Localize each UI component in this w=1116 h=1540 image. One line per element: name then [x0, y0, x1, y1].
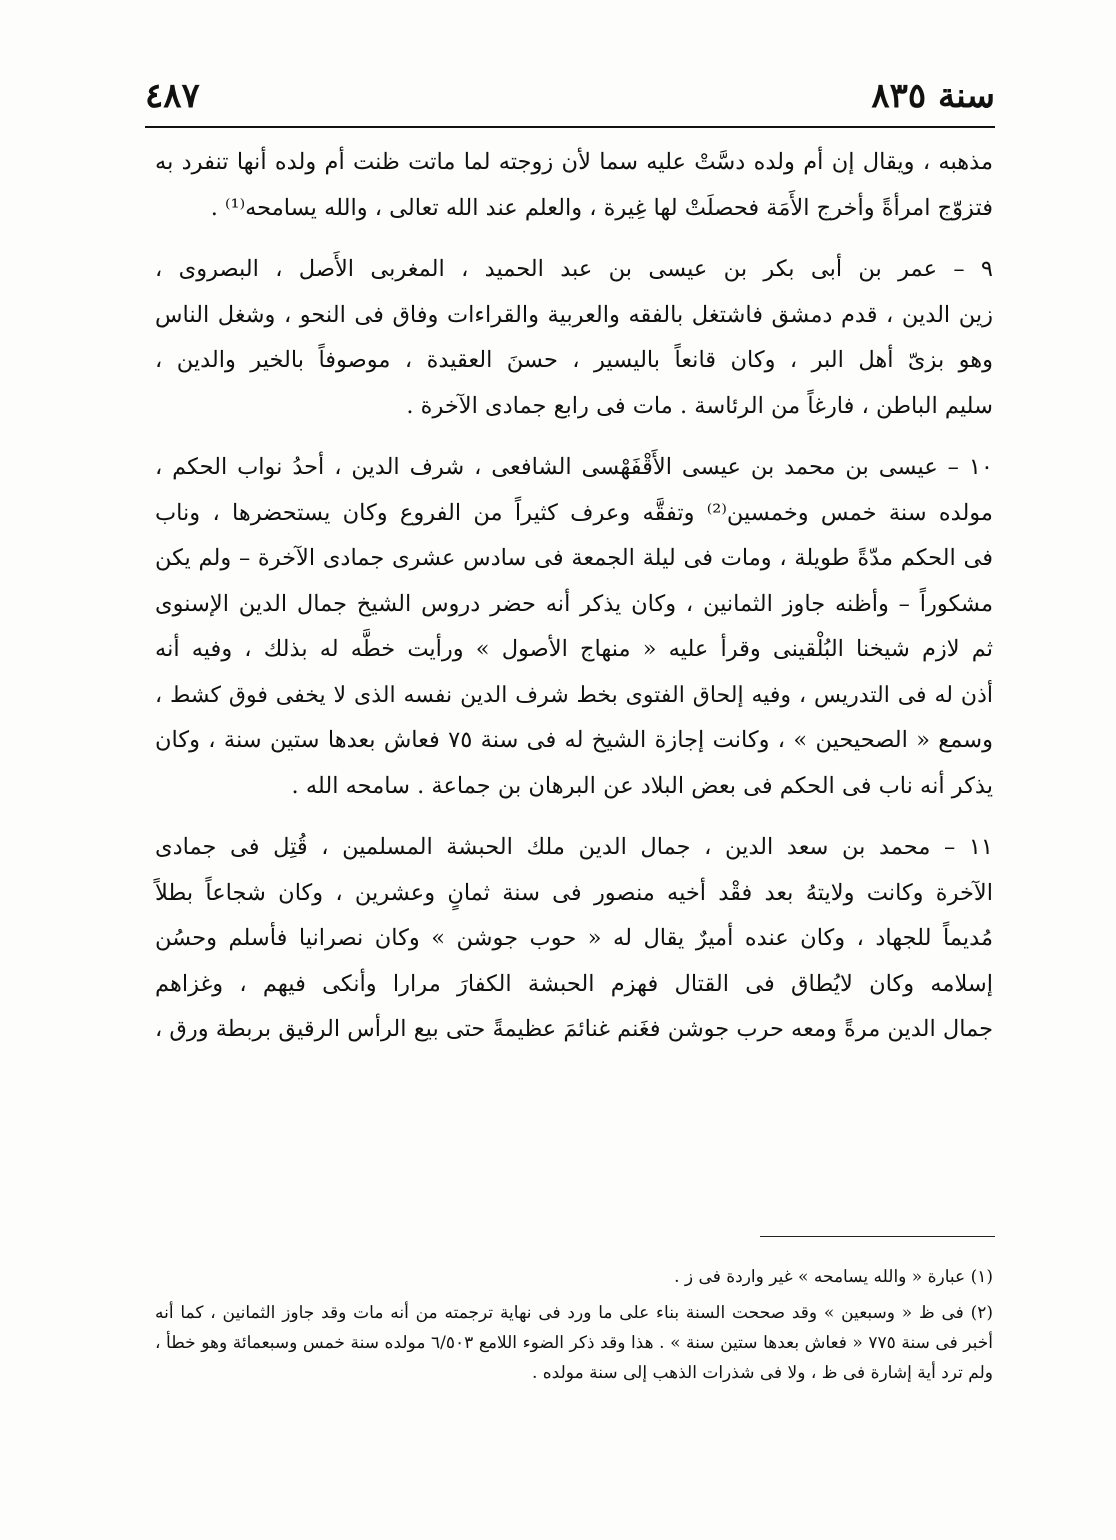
header-rule: [145, 126, 995, 128]
page-number: ٤٨٧: [145, 76, 200, 116]
footnote-1: [155, 1262, 993, 1292]
footnote-separator: [760, 1236, 995, 1237]
text-line: ٩ – عمر بن أبى بكر بن عيسى بن عبد الحميد ، المغربى الأَصل ، البصروى ،: [155, 256, 993, 282]
text-line: ١٠ – عيسى بن محمد بن عيسى الأَقْفَهْسى الشافعى ، شرف الدين ، أحدُ نواب الحكم ،: [155, 454, 993, 480]
text-line: ثم لازم شيخنا البُلْقينى وقرأ عليه « منهاج الأصول » ورأيت خطَّه له بذلك ، وفيه أنه: [155, 636, 993, 662]
text-line: وهو بزىّ أهل البر ، وكان قانعاً باليسير ، حسنَ العقيدة ، موصوفاً بالخير والدين ،: [155, 347, 993, 373]
text-line: مذهبه ، ويقال إن أم ولده دسَّتْ عليه سما لأن زوجته لما ماتت ظنت أم ولده أنها تنفرد به: [155, 149, 993, 175]
footnote-line: ولم ترد أية إشارة فى ظ ، ولا فى شذرات الذهب إلى سنة مولده .: [531, 1363, 993, 1383]
text-line: وسمع « الصحيحين » ، وكانت إجازة الشيخ له فى سنة ٧٥ فعاش بعدها ستين سنة ، وكان: [155, 727, 994, 753]
text-line: إسلامه وكان لايُطاق فى القتال فهزم الحبشة الكفارَ مرارا وأنكى فيهم ، وغزاهم: [155, 970, 993, 997]
footnote-line: أخبر فى سنة ٧٧٥ « فعاش بعدها ستين سنة » . هذا وقد ذكر الضوء اللامع ٦/٥٠٣ مولده سنة خمس وسبعمائة وهو خطأ ،: [155, 1333, 993, 1353]
text-line: مولده سنة خمس وخمسين⁽²⁾ وتفقَّه وعرف كثيراً من الفروع وكان يستحضرها ، وناب: [155, 499, 993, 526]
running-head-year: سنة ٨٣٥: [871, 76, 995, 116]
text-line: يذكر أنه ناب فى الحكم فى بعض البلاد عن البرهان بن جماعة . سامحه الله .: [291, 772, 993, 799]
page-header: [145, 70, 995, 126]
footnotes: [155, 1262, 993, 1394]
footnote-2: [155, 1298, 993, 1388]
text-line: سليم الباطن ، فارغاً من الرئاسة . مات فى رابع جمادى الآخرة .: [406, 392, 993, 419]
footnote-line: (١) عبارة « والله يسامحه » غير واردة فى ز .: [674, 1267, 993, 1287]
paragraph-continuation: [155, 140, 993, 231]
text-line: أذن له فى التدريس ، وفيه إلحاق الفتوى بخط شرف الدين نفسه الذى لا يخفى فوق كشط ،: [155, 682, 993, 708]
main-text: [155, 140, 993, 1069]
paragraph-entry-11: [155, 825, 993, 1053]
text-line: مُديماً للجهاد ، وكان عنده أميرٌ يقال له « حوب جوشن » وكان نصرانيا فأسلم وحسُن: [155, 925, 993, 951]
text-line: فتزوّج امرأةً وأخرج الأَمَة فحصلَتْ لها غِيرة ، والعلم عند الله تعالى ، والله يسامحه⁽¹⁾ .: [210, 194, 993, 221]
paragraph-entry-9: [155, 247, 993, 429]
footnote-line: (٢) فى ظ « وسبعين » وقد صححت السنة بناء على ما ورد فى نهاية ترجمته من أنه مات وقد جاوز الثمانين ، كما أنه: [155, 1303, 993, 1323]
text-line: زين الدين ، قدم دمشق فاشتغل بالفقه والعربية والقراءات وفاق فى النحو ، وشغل الناس: [155, 301, 993, 328]
text-line: الآخرة وكانت ولايتهُ بعد فقْد أخيه منصور فى سنة ثمانٍ وعشرين ، وكان شجاعاً بطلاً: [155, 879, 993, 906]
paragraph-entry-10: [155, 445, 993, 809]
text-line: جمال الدين مرةً ومعه حرب جوشن فغَنم غنائمَ عظيمةً حتى بيع الرأس الرقيق بربطة ورق ،: [154, 1016, 993, 1042]
text-line: ١١ – محمد بن سعد الدين ، جمال الدين ملك الحبشة المسلمين ، قُتِل فى جمادى: [155, 834, 993, 860]
text-line: مشكوراً – وأظنه جاوز الثمانين ، وكان يذكر أنه حضر دروس الشيخ جمال الدين الإسنوى: [155, 590, 993, 617]
text-line: فى الحكم مدّةً طويلة ، ومات فى ليلة الجمعة فى سادس عشرى جمادى الآخرة – ولم يكن: [155, 545, 993, 571]
